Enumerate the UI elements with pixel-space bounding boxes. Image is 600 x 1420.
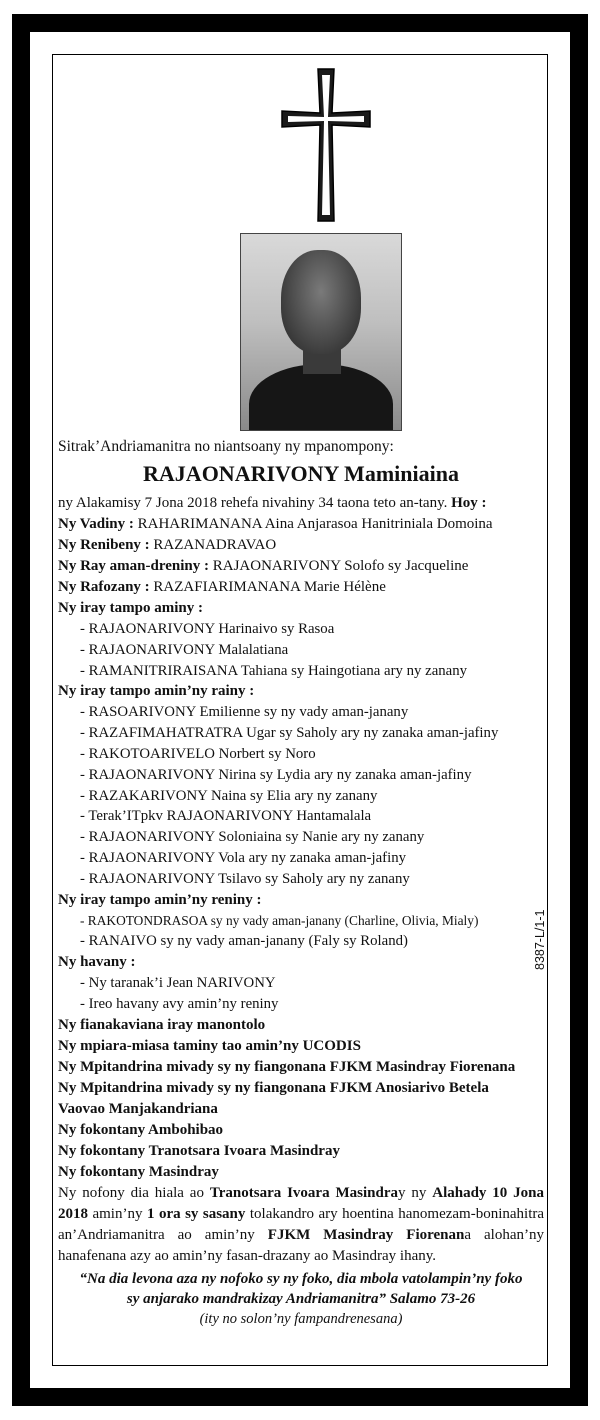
list-item: - RAKOTONDRASOA sy ny vady aman-janany (Charline, Olivia, Mialy) xyxy=(80,912,479,928)
obituary-text xyxy=(58,437,544,1329)
list-item: - RASOARIVONY Emilienne sy ny vady aman-janany xyxy=(80,704,409,721)
inner-white-band xyxy=(30,32,570,1388)
cross-icon xyxy=(276,65,376,225)
funeral-text: amin’ny xyxy=(92,1205,143,1222)
list-item: - RANAIVO sy ny vady aman-janany (Faly sy Roland) xyxy=(80,933,408,950)
quote-line-1: “Na dia levona aza ny nofoko sy ny foko, dia mbola vatolampin’ny foko xyxy=(79,1270,523,1287)
group-title-aminy: Ny iray tampo aminy : xyxy=(58,600,203,616)
list-item: - Ireo havany avy amin’ny reniny xyxy=(80,995,279,1012)
funeral-time: 1 ora sy sasany xyxy=(146,1205,246,1222)
hoy-label: Hoy : xyxy=(451,495,487,511)
family-label: Ny Renibeny : xyxy=(58,537,150,553)
list-item: - RAMANITRIRAISANA Tahiana sy Haingotiana ary ny zanany xyxy=(80,662,468,679)
list-item: - RAZAFIMAHATRATRA Ugar sy Saholy ary ny zanaka aman-jafiny xyxy=(80,725,499,742)
other-mourner: Ny mpiara-miasa taminy tao amin’ny UCODIS xyxy=(58,1037,361,1054)
funeral-paragraph xyxy=(58,1183,544,1267)
intro-line: Sitrak’Andriamanitra no niantsoany ny mpanompony: xyxy=(58,438,394,455)
funeral-text: tolakandro ary hoentina hanomezam-boninahitra an’Andriamanitra ao amin’ny xyxy=(58,1205,545,1243)
bible-quote xyxy=(58,1269,544,1309)
funeral-church: FJKM Masindray Fiorenan xyxy=(267,1226,465,1243)
list-item: - RAKOTOARIVELO Norbert sy Noro xyxy=(80,745,316,762)
deceased-name: RAJAONARIVONY Maminiaina xyxy=(143,461,459,486)
list-item: - RAJAONARIVONY Malalatiana xyxy=(80,641,289,658)
family-ray-aman-dreniny xyxy=(58,556,544,577)
family-label: Ny Vadiny : xyxy=(58,516,134,532)
list-item: - Terak’ITpkv RAJAONARIVONY Hantamalala xyxy=(80,808,372,825)
family-value: RAHARIMANANA Aina Anjarasoa Hanitriniala Domoina xyxy=(137,516,493,532)
group-title-havany: Ny havany : xyxy=(58,954,136,971)
other-mourner: Ny fokontany Masindray xyxy=(58,1163,219,1180)
quote-line-2: sy anjarako mandrakizay Andriamanitra” Salamo 73-26 xyxy=(126,1290,476,1307)
other-mourner: Ny Mpitandrina mivady sy ny fiangonana FJKM Anosiarivo Betela xyxy=(58,1079,489,1096)
family-rafozany xyxy=(58,577,544,598)
funeral-text: a alohan’ny hanafenana azy ao amin’ny fasan-drazany ao Masindray ihany. xyxy=(58,1226,545,1264)
outer-black-border xyxy=(12,14,588,1406)
portrait-photo xyxy=(240,233,402,431)
funeral-date: Alahady 10 Jona 2018 xyxy=(58,1184,545,1222)
family-value: RAZANADRAVAO xyxy=(153,537,277,553)
group-title-reniny: Ny iray tampo amin’ny reniny : xyxy=(58,891,262,908)
family-value: RAJAONARIVONY Solofo sy Jacqueline xyxy=(212,558,469,574)
group-title-rainy: Ny iray tampo amin’ny rainy : xyxy=(58,683,255,700)
family-label: Ny Rafozany : xyxy=(58,579,150,595)
other-mourner: Vaovao Manjakandriana xyxy=(58,1100,218,1117)
funeral-text: y ny xyxy=(397,1184,427,1201)
funeral-text: Ny nofony dia hiala ao xyxy=(58,1184,204,1201)
list-item: - RAJAONARIVONY Harinaivo sy Rasoa xyxy=(80,621,335,637)
family-renibeny xyxy=(58,535,544,556)
death-text: ny Alakamisy 7 Jona 2018 rehefa nivahiny 34 taona teto an-tany. xyxy=(58,495,448,511)
list-item: - RAJAONARIVONY Soloniaina sy Nanie ary ny zanany xyxy=(80,829,425,846)
list-item: - RAJAONARIVONY Vola ary ny zanaka aman-jafiny xyxy=(80,849,407,866)
list-item: - RAZAKARIVONY Naina sy Elia ary ny zanany xyxy=(80,787,378,804)
portrait-shirt xyxy=(249,364,393,431)
death-line xyxy=(58,493,544,514)
funeral-place: Tranotsara Ivoara Masindra xyxy=(209,1184,398,1201)
other-mourner: Ny fokontany Tranotsara Ivoara Masindray xyxy=(58,1142,340,1159)
other-mourner: Ny fokontany Ambohibao xyxy=(58,1121,224,1138)
reference-code: 8387-L/1-1 xyxy=(533,909,547,970)
obituary-card xyxy=(52,54,548,1366)
list-item: - RAJAONARIVONY Tsilavo sy Saholy ary ny zanany xyxy=(80,870,410,887)
family-vadiny xyxy=(58,514,544,535)
list-item: - Ny taranak’i Jean NARIVONY xyxy=(80,975,276,992)
family-label: Ny Ray aman-dreniny : xyxy=(58,558,209,574)
family-value: RAZAFIARIMANANA Marie Hélène xyxy=(153,579,386,595)
notice-note: (ity no solon’ny fampandrenesana) xyxy=(199,1310,403,1327)
other-mourner: Ny fianakaviana iray manontolo xyxy=(58,1016,266,1033)
other-mourner: Ny Mpitandrina mivady sy ny fiangonana FJKM Masindray Fiorenana xyxy=(58,1058,516,1075)
list-item: - RAJAONARIVONY Nirina sy Lydia ary ny zanaka aman-jafiny xyxy=(80,766,472,783)
portrait-head xyxy=(281,250,361,354)
